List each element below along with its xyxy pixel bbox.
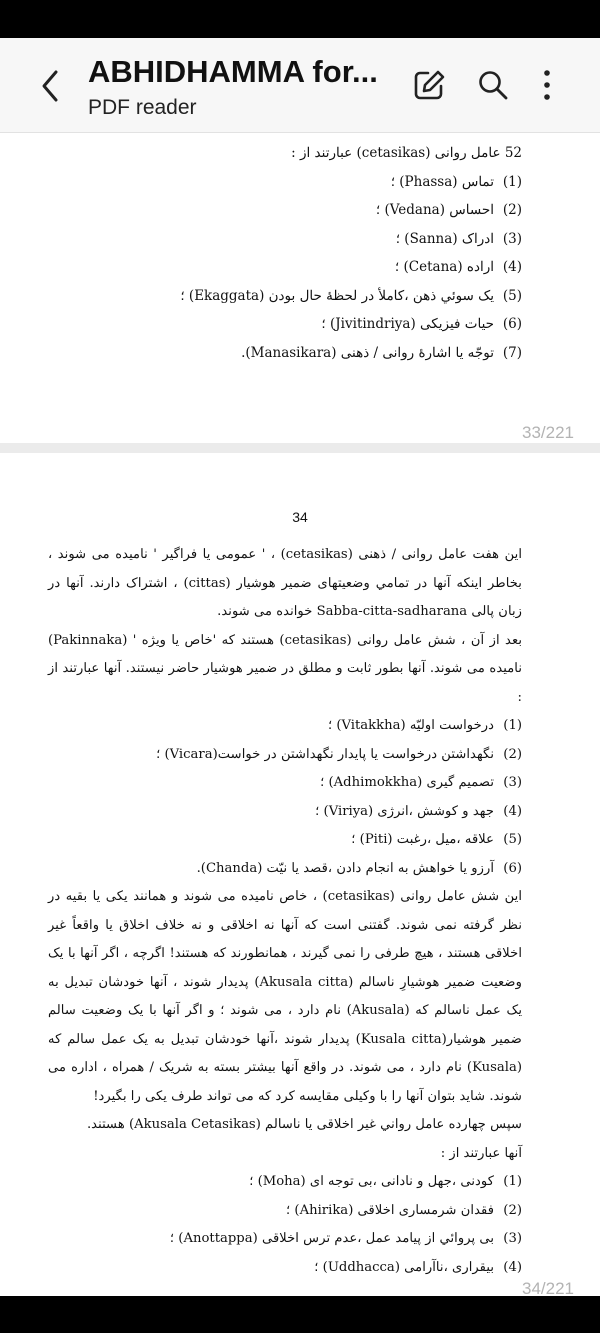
particular-cetasikas-list [48,712,522,883]
list-intro: 52 عامل روانی (cetasikas) عبارتند از : [291,145,522,161]
list-item: (2)فقدان شرمساری اخلاقی (Ahirika) ؛ [286,1202,522,1218]
back-arrow-icon [34,66,70,106]
edit-button[interactable] [412,68,446,102]
document-title: ABHIDHAMMA for... [88,54,378,89]
page-indicator: 34/221 [522,1279,574,1296]
paragraph: آنها عبارتند از : [440,1145,522,1161]
page-34-content [48,541,522,1282]
list-item: (5)یک سوئي ذهن ،کاملأ در لحظهٔ حال بودن (Ekaggata) ؛ [180,287,522,304]
page-number: 34 [292,509,308,525]
list-item: (2)احساس (Vedana) ؛ [375,202,522,218]
list-item: (1)تماس (Phassa) ؛ [390,173,522,190]
paragraph: این هفت عامل روانی / ذهنی (cetasikas) ، ' عمومی یا فراگیر ' نامیده می شوند ، بخاطر اینکه آنها در تمامي وضعیتهای ضمیر هوشیار (cittas) ، اشتراک دارند. آنها در زبان پالی Sabba-citta-sadharana خوانده می شوند. [48,547,522,619]
pdf-viewer[interactable] [0,133,600,1296]
list-item: (3)بی پروائي از پیامد عمل ،عدم ترس اخلاقی (Anottappa) ؛ [169,1231,522,1246]
list-item: (6)حیات فیزیکی (Jivitindriya) ؛ [321,316,522,332]
list-item: (5)علاقه ،میل ،رغبت (Piti) ؛ [351,832,522,847]
app-subtitle: PDF reader [88,96,197,119]
paragraph: این شش عامل روانی (cetasikas) ، خاص نامیده می شوند و همانند یکی یا بقیه در نظر گرفته نمی شوند. گفتنی است که آنها نه اخلاقی و نه خلاف اخلاق یا واقعاً غیر اخلاقی هستند ، هیچ طرفی را نمی گیرند ، همانطورند که هستند! اگرچه ، اگر آنها با یک وضعیت ضمیر هوشیارِ ناسالم (Akusala citta) پدیدار شوند ، آنها خودشان تبدیل به یک عمل ناسالم که (Akusala) نام دارد ، می شوند ؛ و اگر آنها با یک وضعیت سالم ضمیر هوشیار(Kusala citta) پدیدار شوند ،آنها خودشان تبدیل به یک عمل سالم که (Kusala) نام دارد ، می شوند. در واقع آنها بیشتر بسته به شریک / همراه ، اداره می شوند. شاید بتوان آنها را با وکیلی مقایسه کرد که می تواند طرف یکی را بگیرد! [48,889,523,1104]
unwholesome-cetasikas-list [48,1168,522,1282]
pdf-page-34 [0,453,600,1296]
list-item: (6)آرزو یا خواهش به انجام دادن ،قصد یا نیّت (Chanda). [196,860,522,876]
app-bar [0,38,600,133]
list-item: (4)بیقراری ،ناآرامی (Uddhacca) ؛ [314,1259,522,1275]
list-item: (7)توجّه یا اشارهٔ روانی / ذهنی (Manasikara). [241,344,522,361]
search-button[interactable] [476,68,510,102]
list-item: (4)اراده (Cetana) ؛ [394,259,522,275]
paragraph: سپس چهارده عامل رواني غیر اخلاقی یا ناسالم (Akusala Cetasikas) هستند. [86,1117,522,1132]
page-33-content [62,139,522,367]
navigation-bar [0,1296,600,1333]
list-item: (4)جهد و کوشش ،انرژی (Viriya) ؛ [315,803,522,819]
list-item: (1)کودنی ،جهل و نادانی ،بی توجه ای (Moha) ؛ [249,1174,522,1189]
page-indicator: 33/221 [522,423,574,442]
edit-icon [412,68,446,102]
more-options-button[interactable] [532,68,562,102]
status-bar [0,0,600,38]
list-item: (1)درخواست اولیّه (Vitakkha) ؛ [327,718,522,733]
pdf-page-33 [0,133,600,443]
paragraph: بعد از آن ، شش عامل روانی (cetasikas) هستند که 'خاص یا ویژه ' (Pakinnaka) نامیده می شوند. آنها بطور ثابت و مطلق در ضمیر هوشیار حاضر نیستند. آنها عبارتند از : [48,632,522,705]
more-vertical-icon [532,68,562,102]
list-item: (2)نگهداشتن درخواست یا پایدار نگهداشتن در خواست(Vicara) ؛ [156,746,522,762]
list-item: (3)تصمیم گیری (Adhimokkha) ؛ [320,775,522,790]
back-button[interactable] [34,66,70,106]
search-icon [476,68,510,102]
list-item: (3)ادراک (Sanna) ؛ [395,230,522,247]
